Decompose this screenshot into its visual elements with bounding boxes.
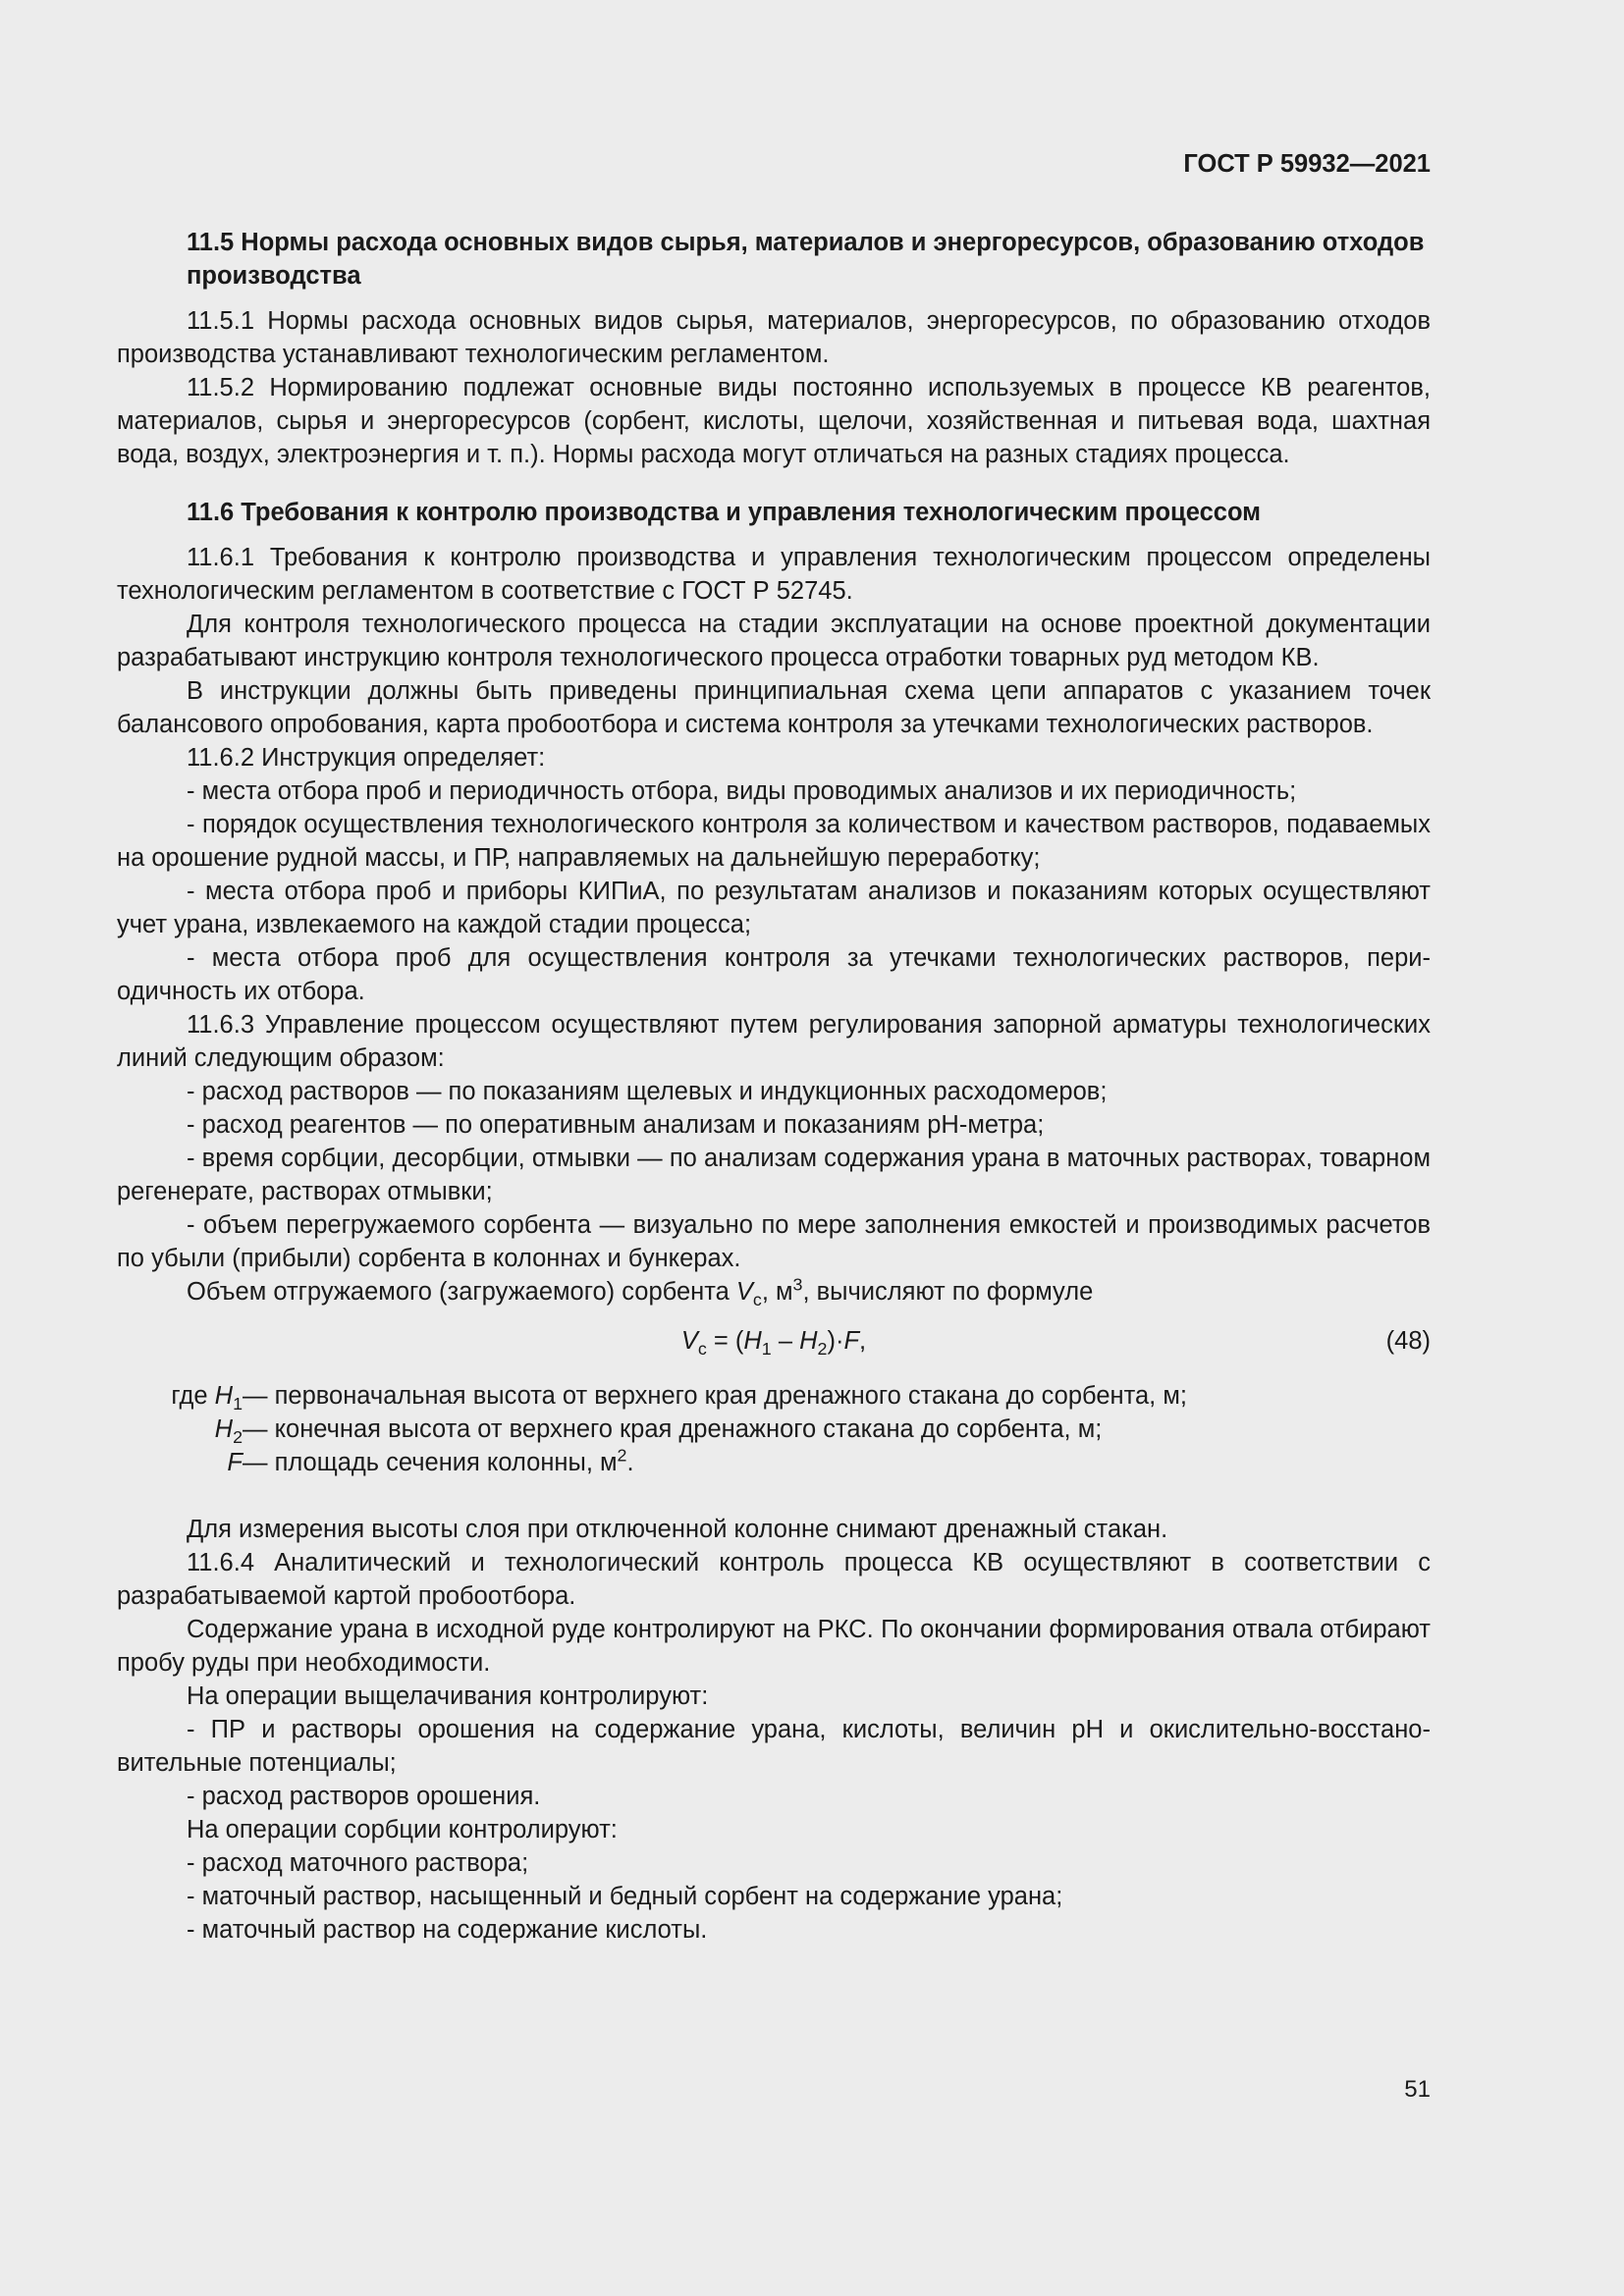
list-item: - ПР и растворы орошения на содержание урана, кислоты, величин рН и окислительно-восстановительные потенциалы; — [117, 1716, 1431, 1777]
subscript: с — [752, 1290, 762, 1310]
document-header: ГОСТ Р 59932—2021 — [1183, 150, 1431, 178]
paragraph: Для контроля технологического процесса на стадии эксплуатации на основе проектной документации разрабатывают инструкцию контроля технологического процесса отработки товарных руд методом КВ. — [117, 611, 1431, 671]
variable: H — [743, 1327, 762, 1355]
list-item: - расход маточного раствора; — [187, 1849, 529, 1877]
variable: V — [680, 1327, 698, 1355]
paragraph-formula-intro — [117, 1275, 1431, 1308]
page-number: 51 — [1404, 2076, 1431, 2103]
superscript: 2 — [617, 1445, 627, 1466]
legend-row — [117, 1413, 1431, 1446]
list-item: - маточный раствор, насыщенный и бедный сорбент на содержание урана; — [187, 1883, 1063, 1910]
text-span: где — [171, 1382, 215, 1410]
superscript: 3 — [792, 1274, 803, 1295]
text-span: – — [771, 1327, 800, 1355]
section-heading-11-6: 11.6 Требования к контролю производства и управления технологическим процессом — [187, 499, 1262, 526]
paragraph: 11.6.1 Требования к контролю производства и управления технологическим процессом определены технологическим регламентом в соответствие с ГОСТ Р 52745. — [117, 544, 1431, 605]
paragraph: Содержание урана в исходной руде контролируют на РКС. По окончании формирования отвала отбирают пробу руды при необходимости. — [117, 1616, 1431, 1677]
paragraph: 11.6.3 Управление процессом осуществляют путем регулирования запорной арматуры технологических линий следующим образом: — [117, 1011, 1431, 1072]
list-item: - порядок осуществления технологического контроля за количеством и качеством растворов, подаваемых на орошение рудной массы, и ПР, направляемых на дальнейшую переработку; — [117, 811, 1431, 872]
subscript: 1 — [233, 1394, 243, 1415]
subscript: 2 — [817, 1339, 828, 1360]
variable: F — [843, 1327, 860, 1355]
subscript: 2 — [233, 1427, 243, 1448]
text-span: — площадь сечения колонны, м — [243, 1449, 618, 1476]
list-item: - маточный раствор на содержание кислоты. — [187, 1916, 708, 1944]
paragraph: 11.6.4 Аналитический и технологический контроль процесса КВ осуществляют в соответствии с разрабатываемой картой пробоотбора. — [117, 1549, 1431, 1610]
variable: V — [735, 1278, 753, 1306]
paragraph: В инструкции должны быть приведены принципиальная схема цепи аппаратов с указанием точек балансового опробования, карта пробоотбора и система контроля за утечками технологических растворов. — [117, 677, 1431, 738]
list-item: - места отбора проб и приборы КИПиА, по результатам анализов и показаниям которых осуществляют учет урана, извлекаемого на каждой стадии процесса; — [117, 878, 1431, 938]
list-item: - расход растворов — по показаниям щелевых и индукционных расходомеров; — [187, 1078, 1108, 1105]
list-item: - расход растворов орошения. — [187, 1783, 541, 1810]
variable: H — [214, 1382, 234, 1410]
text-span: = ( — [706, 1327, 744, 1355]
paragraph: 11.5.2 Нормированию подлежат основные виды постоянно используемых в процессе КВ реагентов, материалов, сырья и энергоресурсов (сорбент, кислоты, щелочи, хозяйственная и питьевая вода, шахтная вода, воздух, электроэнергия и т. п.). Нормы расхода могут отличаться на разных стадиях процесса. — [117, 374, 1431, 468]
text-span: , м — [761, 1278, 793, 1306]
legend-row — [117, 1379, 1431, 1413]
paragraph: 11.6.2 Инструкция определяет: — [187, 744, 546, 772]
text-span: , вычисляют по формуле — [802, 1278, 1094, 1306]
list-item: - места отбора проб для осуществления контроля за утечками технологических растворов, периодичность их отбора. — [117, 944, 1431, 1005]
legend-row — [117, 1446, 1431, 1479]
variable: H — [799, 1327, 818, 1355]
formula-number: (48) — [1385, 1327, 1431, 1355]
paragraph: На операции сорбции контролируют: — [187, 1816, 618, 1843]
paragraph: Для измерения высоты слоя при отключенной колонне снимают дренажный стакан. — [187, 1516, 1168, 1543]
legend-label — [117, 1446, 243, 1479]
text-span: )· — [827, 1327, 844, 1355]
list-item: - расход реагентов — по оперативным анализам и показаниям рН-метра; — [187, 1111, 1045, 1139]
formula — [117, 1324, 1431, 1358]
subscript: с — [697, 1339, 707, 1360]
list-item: - места отбора проб и периодичность отбора, виды проводимых анализов и их периодичность; — [187, 777, 1297, 805]
list-item: - время сорбции, десорбции, отмывки — по анализам содержания урана в маточных растворах, товарном регенерате, растворах отмывки; — [117, 1145, 1431, 1205]
document-body — [117, 226, 1431, 1947]
paragraph: 11.5.1 Нормы расхода основных видов сырья, материалов, энергоресурсов, по образованию отходов производства устанавливают технологическим регламентом. — [117, 307, 1431, 368]
text-span: , — [859, 1327, 867, 1355]
section-heading-11-5: 11.5 Нормы расхода основных видов сырья, материалов и энергоресурсов, образованию отходов производства — [187, 229, 1425, 290]
paragraph: На операции выщелачивания контролируют: — [187, 1682, 709, 1710]
legend-label — [117, 1413, 243, 1446]
variable: H — [214, 1415, 234, 1443]
text-span: . — [626, 1449, 634, 1476]
formula-legend — [117, 1379, 1431, 1479]
document-page — [117, 0, 1431, 2296]
legend-text: — первоначальная высота от верхнего края дренажного стакана до сорбента, м; — [243, 1382, 1187, 1410]
formula-row — [117, 1324, 1431, 1358]
text-span: Объем отгружаемого (загружаемого) сорбента — [187, 1278, 736, 1306]
legend-label — [117, 1379, 243, 1413]
legend-text — [243, 1446, 634, 1479]
variable: F — [227, 1449, 243, 1476]
subscript: 1 — [761, 1339, 772, 1360]
list-item: - объем перегружаемого сорбента — визуально по мере заполнения емкостей и производимых расчетов по убыли (прибыли) сорбента в колоннах и бункерах. — [117, 1211, 1431, 1272]
legend-text: — конечная высота от верхнего края дренажного стакана до сорбента, м; — [243, 1415, 1103, 1443]
